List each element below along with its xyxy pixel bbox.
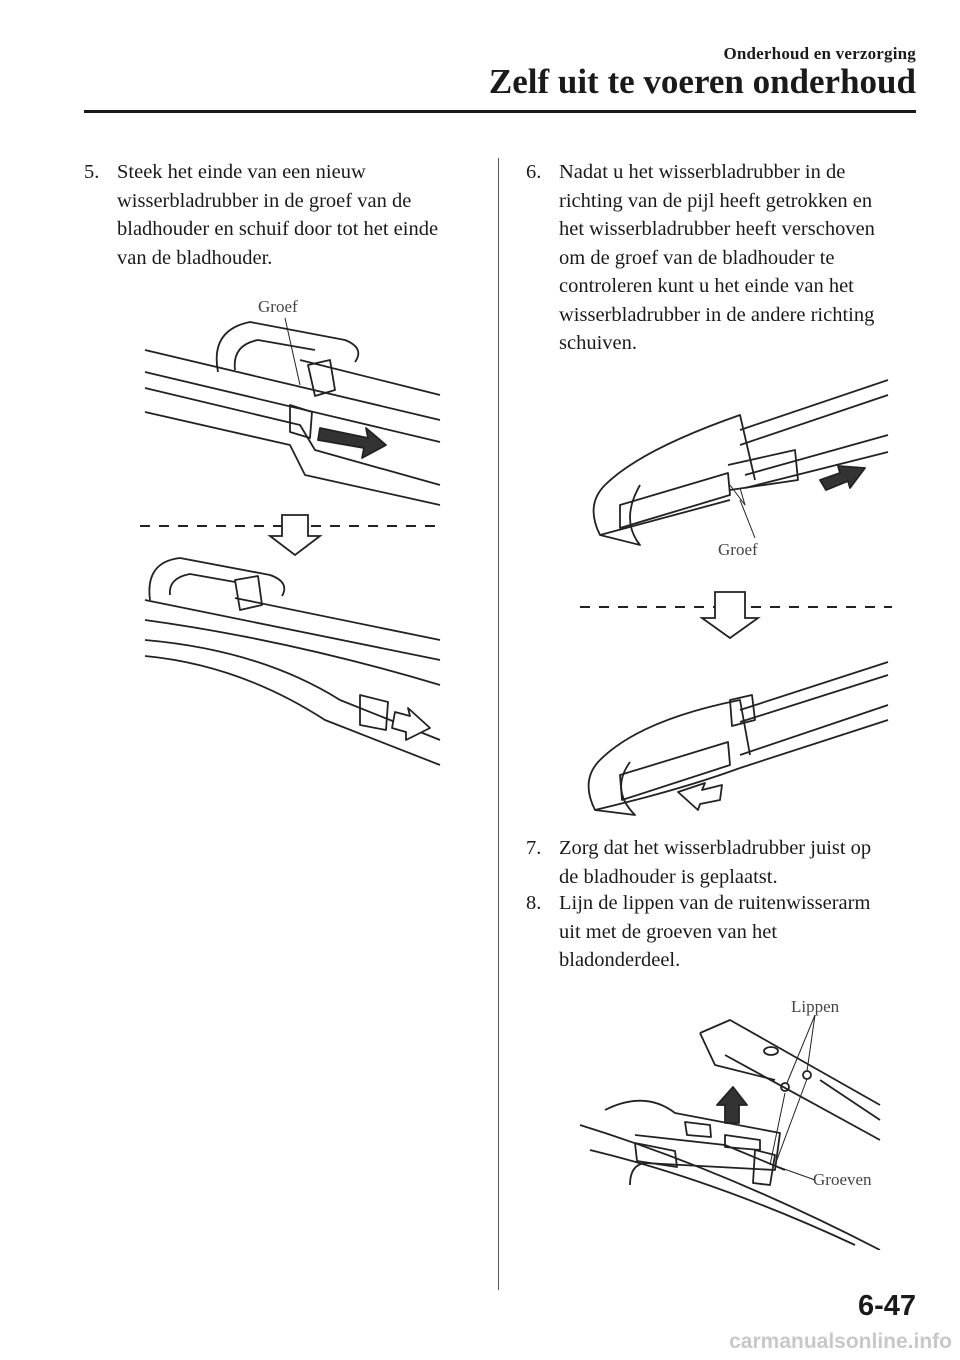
groove-label: Groef (258, 297, 298, 316)
wiper-blade-illustration (140, 300, 445, 780)
step-text-line: Lijn de lippen van de ruitenwisserarm (559, 892, 871, 914)
step-text-line: Steek het einde van een nieuw (117, 161, 366, 183)
step-text-line: controleren kunt u het einde van het (559, 275, 854, 297)
wiper-holder-illustration (580, 370, 892, 820)
step-text-line: van de bladhouder. (117, 246, 273, 269)
header-rule (84, 110, 916, 113)
step-text-line: de bladhouder is geplaatst. (559, 865, 778, 888)
step-number: 6. (526, 161, 542, 183)
step-text-line: bladhouder en schuif door tot het einde (117, 218, 439, 240)
step-number: 7. (526, 837, 542, 859)
step-text-line: richting van de pijl heeft getrokken en (559, 189, 873, 212)
section-label: Onderhoud en verzorging (723, 44, 916, 63)
figure-align-lips (575, 995, 885, 1250)
step-text-line: wisserbladrubber in de groef van de (117, 189, 412, 212)
step-number: 8. (526, 892, 542, 914)
wiper-arm-illustration (575, 995, 885, 1250)
step-text-line: het wisserbladrubber heeft verschoven (559, 218, 875, 240)
chapter-title: Zelf uit te voeren onderhoud (488, 62, 916, 101)
step-number: 5. (84, 161, 100, 183)
step-6 (526, 158, 875, 358)
groove-label: Groef (718, 540, 758, 559)
step-text-line: wisserbladrubber in de andere richting (559, 303, 875, 326)
step-7 (526, 834, 871, 891)
step-text-line: bladonderdeel. (559, 949, 681, 971)
page-number: 6-47 (857, 1290, 916, 1322)
step-8 (526, 889, 870, 975)
step-text-line: Zorg dat het wisserbladrubber juist op (559, 837, 872, 859)
watermark-text: carmanualsonline.info (729, 1330, 952, 1353)
step-5 (84, 158, 438, 272)
step-text-line: om de groef van de bladhouder te (559, 246, 835, 269)
step-text-line: Nadat u het wisserbladrubber in de (559, 161, 846, 183)
lips-label: Lippen (791, 997, 840, 1016)
figure-insert-rubber (140, 297, 445, 780)
figure-check-groove (580, 370, 892, 820)
step-text-line: uit met de groeven van het (559, 920, 778, 943)
grooves-label: Groeven (813, 1170, 872, 1189)
step-text-line: schuiven. (559, 332, 637, 354)
column-divider (498, 158, 499, 1290)
